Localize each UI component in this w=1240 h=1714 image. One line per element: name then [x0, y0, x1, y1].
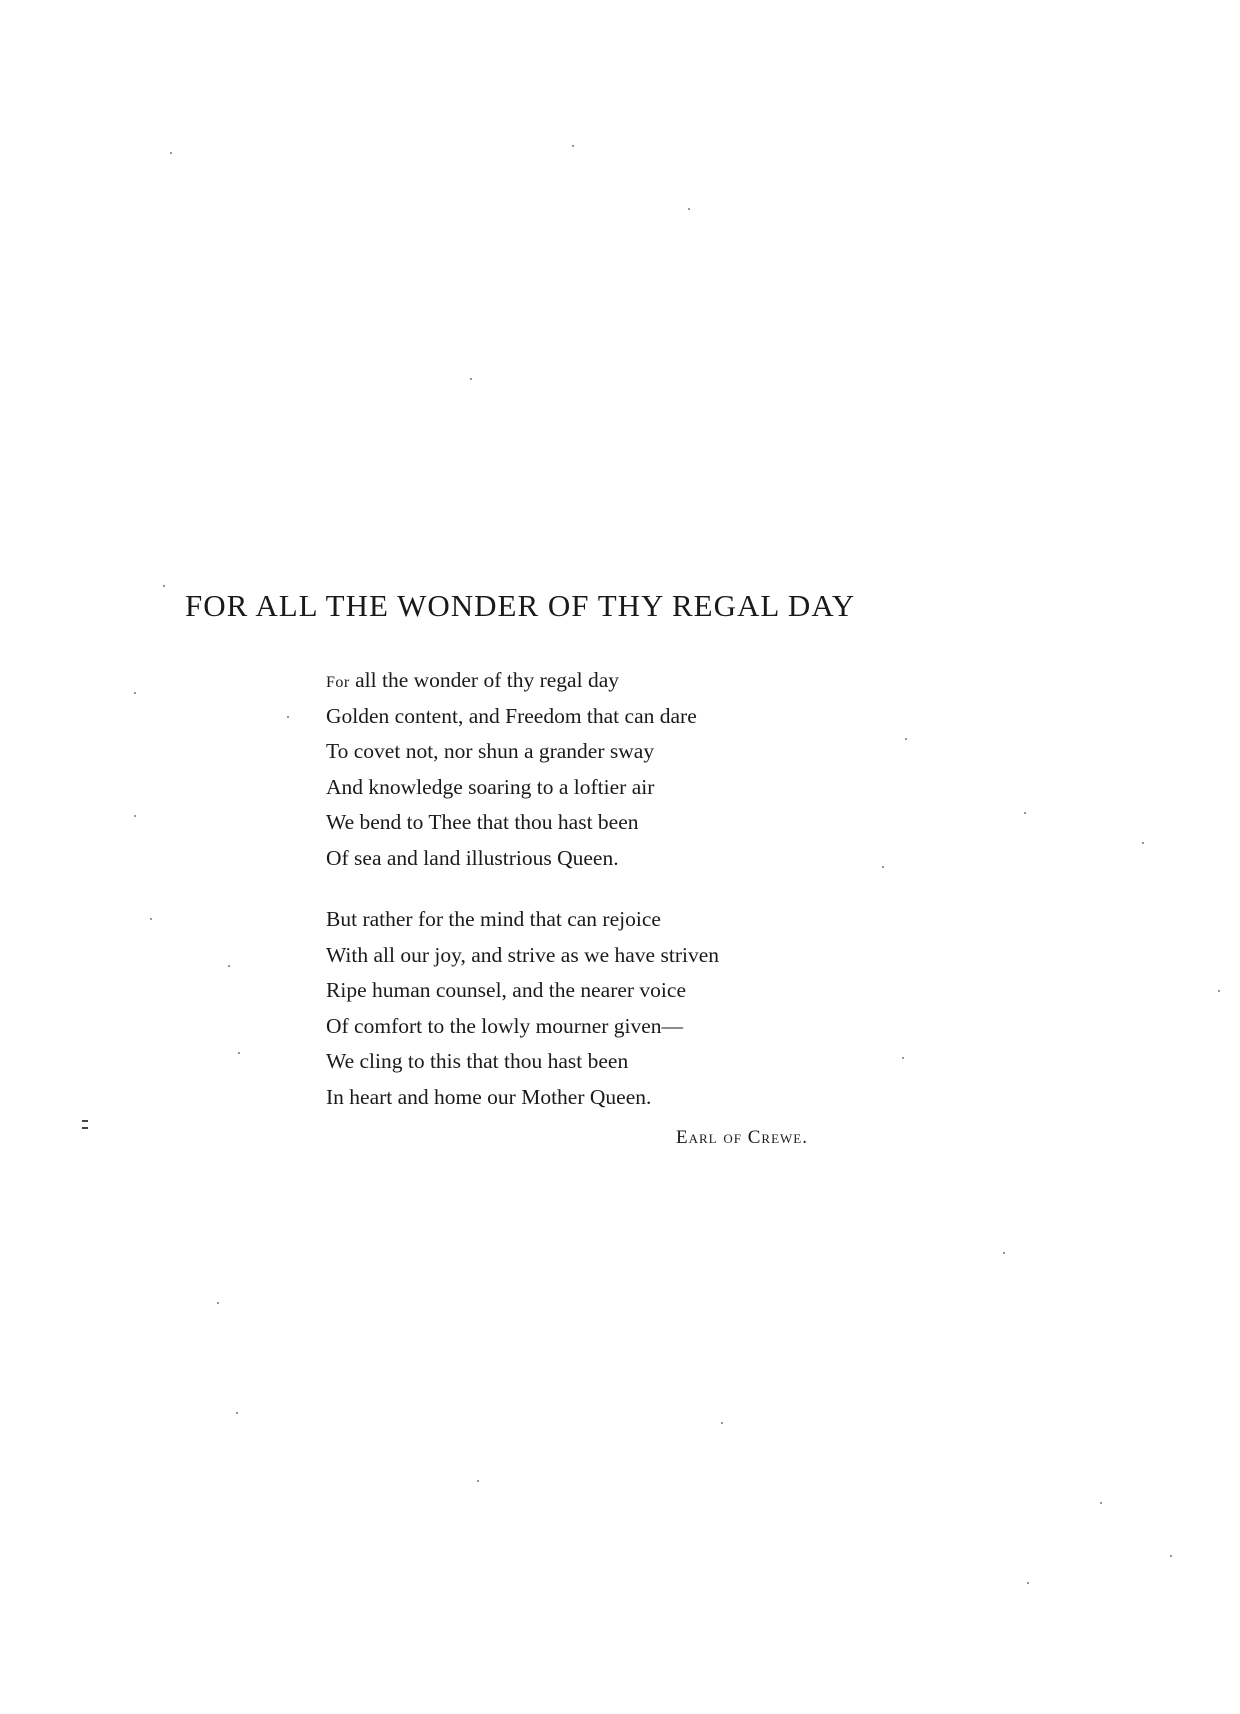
scan-speck [688, 208, 690, 210]
scan-speck [134, 815, 136, 817]
scan-speck [572, 145, 574, 147]
poem-line: Golden content, and Freedom that can dare [326, 703, 697, 728]
poem-line: Ripe human counsel, and the nearer voice [326, 978, 686, 1002]
stanza-1 [326, 663, 697, 876]
scan-speck [477, 1480, 479, 1482]
poem-line: But rather for the mind that can rejoice [326, 907, 661, 931]
scan-speck [721, 1422, 723, 1424]
edge-mark [82, 1120, 88, 1129]
small-caps-opening-word: For [326, 674, 350, 691]
scan-speck [287, 716, 289, 718]
poem-title: FOR ALL THE WONDER OF THY REGAL DAY [185, 588, 856, 623]
poem-line [326, 663, 697, 699]
scan-speck [1100, 1502, 1102, 1504]
scan-speck [905, 738, 907, 740]
scan-speck [236, 1412, 238, 1414]
line-text: all the wonder of thy regal day [349, 668, 619, 692]
scan-speck [217, 1302, 219, 1304]
poem-attribution: Earl of Crewe. [676, 1127, 808, 1148]
scan-speck [170, 152, 172, 154]
scan-speck [150, 918, 152, 920]
scan-speck [470, 378, 472, 380]
scan-speck [1003, 1252, 1005, 1254]
poem-line: To covet not, nor shun a grander sway [326, 739, 655, 763]
scan-speck [1218, 990, 1220, 992]
poem-line: We cling to this that thou hast been [326, 1049, 629, 1073]
scan-speck [1024, 812, 1026, 814]
scan-speck [1027, 1582, 1029, 1584]
scan-speck [1142, 842, 1144, 844]
poem-line: And knowledge soaring to a loftier air [326, 774, 655, 799]
poem-line: Of sea and land illustrious Queen. [326, 845, 619, 870]
poem-line: We bend to Thee that thou hast been [326, 810, 639, 834]
scan-speck [163, 585, 165, 587]
scan-speck [228, 965, 230, 967]
scan-speck [882, 866, 884, 868]
scan-speck [134, 692, 136, 694]
scan-speck [902, 1057, 904, 1059]
poem-line: With all our joy, and strive as we have striven [326, 942, 719, 967]
stanza-2 [326, 902, 719, 1115]
scan-speck [1170, 1555, 1172, 1557]
poem-line: Of comfort to the lowly mourner given— [326, 1013, 684, 1038]
poem-line: In heart and home our Mother Queen. [326, 1084, 652, 1109]
scan-speck [238, 1052, 240, 1054]
